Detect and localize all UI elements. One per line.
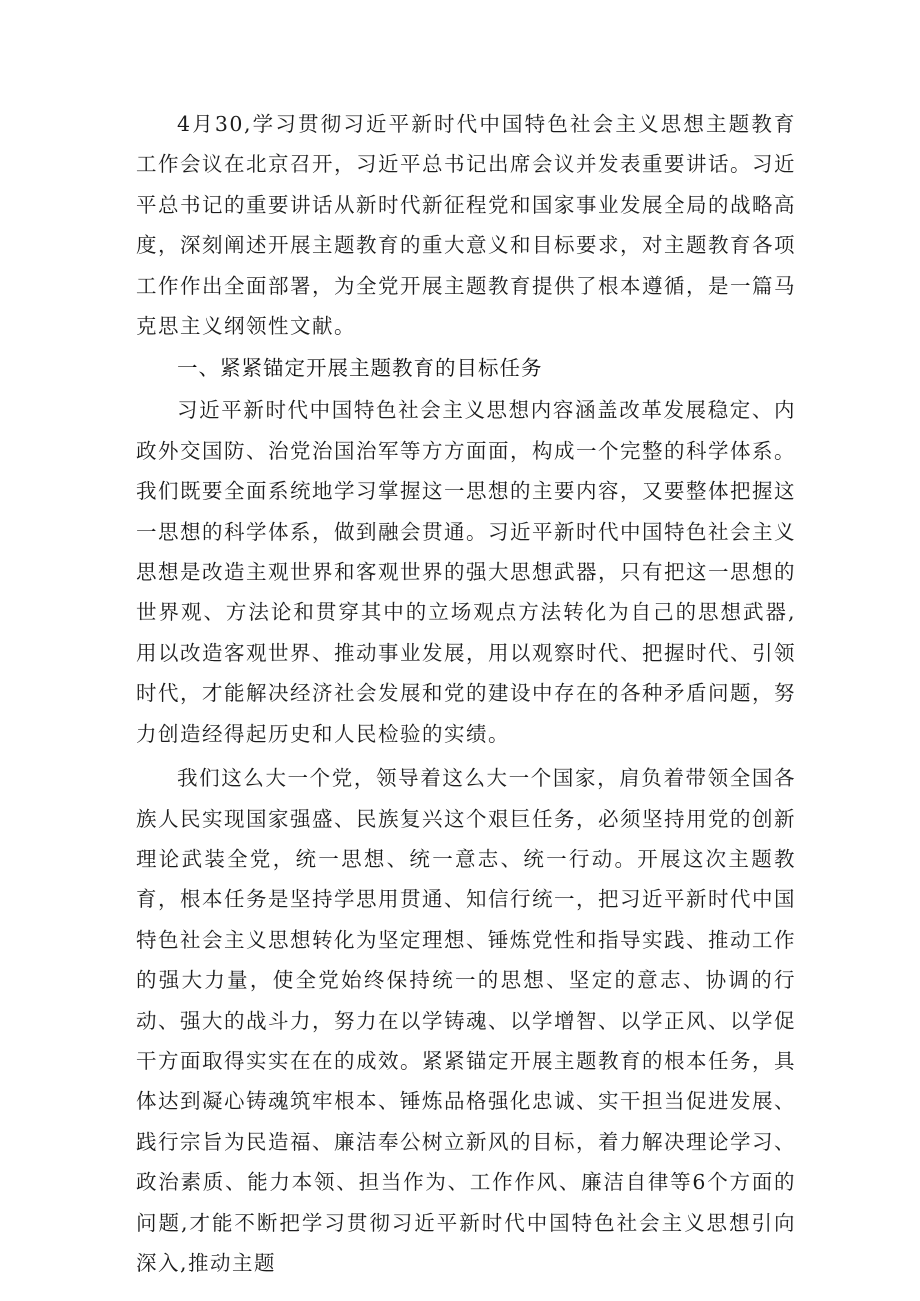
paragraph-intro: 4月30,学习贯彻习近平新时代中国特色社会主义思想主题教育工作会议在北京召开，习近平总书记出席会议并发表重要讲话。习近平总书记的重要讲话从新时代新征程党和国家事业发展全局的战略高度，深刻阐述开展主题教育的重大意义和目标要求，对主题教育各项工作作出全面部署，为全党开展主题教育提供了根本遵循，是一篇马克思主义纲领性文献。 — [136, 112, 796, 339]
document-page — [136, 104, 796, 1283]
section-heading-1: 一、紧紧锚定开展主题教育的目标任务 — [177, 356, 543, 381]
paragraph-fundamental-task: 我们这么大一个党，领导着这么大一个国家，肩负着带领全国各族人民实现国家强盛、民族复兴这个艰巨任务，必须坚持用党的创新理论武装全党，统一思想、统一意志、统一行动。开展这次主题教育，根本任务是坚持学思用贯通、知信行统一，把习近平新时代中国特色社会主义思想转化为坚定理想、锤炼党性和指导实践、推动工作的强大力量，使全党始终保持统一的思想、坚定的意志、协调的行动、强大的战斗力，努力在以学铸魂、以学增智、以学正风、以学促干方面取得实实在在的成效。紧紧锚定开展主题教育的根本任务，具体达到凝心铸魂筑牢根本、锤炼品格强化忠诚、实干担当促进发展、践行宗旨为民造福、廉洁奉公树立新风的目标，着力解决理论学习、政治素质、能力本领、担当作为、工作作风、廉洁自律等6个方面的问题,才能不断把学习贯彻习近平新时代中国特色社会主义思想引向深入,推动主题 — [136, 766, 796, 1275]
paragraph-thought-system: 习近平新时代中国特色社会主义思想内容涵盖改革发展稳定、内政外交国防、治党治国治军等方方面面，构成一个完整的科学体系。我们既要全面系统地学习掌握这一思想的主要内容，又要整体把握这一思想的科学体系，做到融会贯通。习近平新时代中国特色社会主义思想是改造主观世界和客观世界的强大思想武器，只有把这一思想的世界观、方法论和贯穿其中的立场观点方法转化为自己的思想武器,用以改造客观世界、推动事业发展，用以观察时代、把握时代、引领时代，才能解决经济社会发展和党的建设中存在的各种矛盾问题，努力创造经得起历史和人民检验的实绩。 — [136, 398, 796, 746]
